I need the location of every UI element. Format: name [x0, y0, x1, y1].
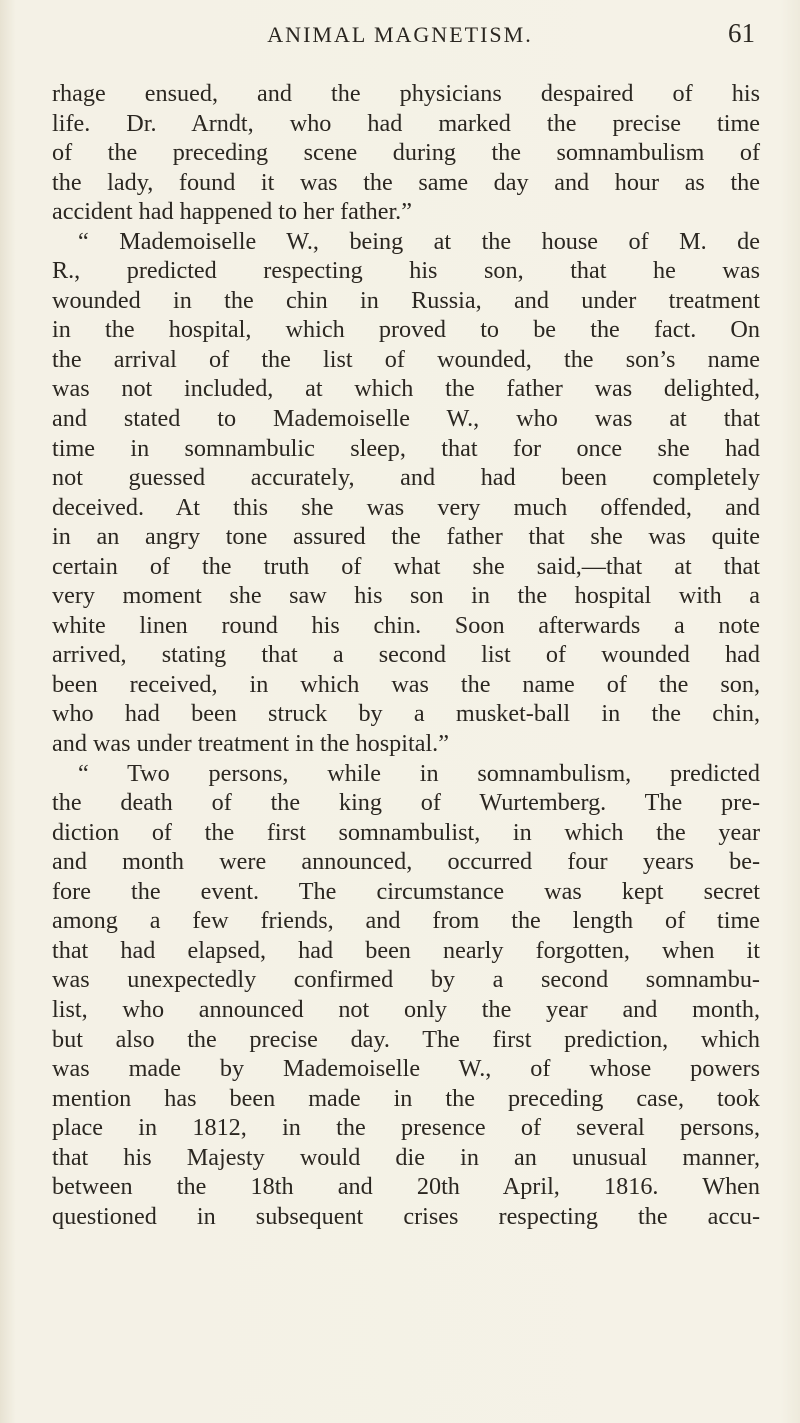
text-line: certain of the truth of what she said,—that at that [52, 552, 760, 580]
text-line: of the preceding scene during the somnambulism of [52, 139, 760, 167]
paragraph-start-line: “ Two persons, while in somnambulism, predicted [78, 759, 760, 787]
text-line: R., predicted respecting his son, that he was [52, 257, 760, 285]
text-line: the arrival of the list of wounded, the son’s name [52, 345, 760, 373]
text-line: wounded in the chin in Russia, and under treatment [52, 286, 760, 314]
text-line: white linen round his chin. Soon afterwards a note [52, 611, 760, 639]
text-line: and month were announced, occurred four years be- [52, 848, 760, 876]
text-line: that had elapsed, had been nearly forgotten, when it [52, 936, 760, 964]
text-line: diction of the first somnambulist, in which the year [52, 818, 760, 846]
text-line: in an angry tone assured the father that she was quite [52, 523, 760, 551]
text-line: fore the event. The circumstance was kept secret [52, 877, 760, 905]
text-line: who had been struck by a musket-ball in the chin, [52, 700, 760, 728]
text-line: that his Majesty would die in an unusual manner, [52, 1143, 760, 1171]
text-line: was made by Mademoiselle W., of whose powers [52, 1055, 760, 1083]
text-line: list, who announced not only the year and month, [52, 995, 760, 1023]
paragraph-start-line: “ Mademoiselle W., being at the house of M. de [78, 227, 760, 255]
text-line: rhage ensued, and the physicians despaired of his [52, 80, 760, 107]
text-line: not guessed accurately, and had been completely [52, 464, 760, 492]
text-line: time in somnambulic sleep, that for once she had [52, 434, 760, 462]
text-line: life. Dr. Arndt, who had marked the precise time [52, 109, 760, 137]
text-line: questioned in subsequent crises respecting the accu- [52, 1202, 760, 1230]
text-line: and was under treatment in the hospital.” [52, 730, 449, 758]
text-line: the death of the king of Wurtemberg. The pre- [52, 789, 760, 817]
text-line: among a few friends, and from the length of time [52, 907, 760, 935]
text-line: place in 1812, in the presence of several persons, [52, 1114, 760, 1142]
text-line: accident had happened to her father.” [52, 198, 412, 226]
text-line: was unexpectedly confirmed by a second somnambu- [52, 966, 760, 994]
text-line: was not included, at which the father was delighted, [52, 375, 760, 403]
text-line: been received, in which was the name of the son, [52, 670, 760, 698]
text-line: and stated to Mademoiselle W., who was at that [52, 405, 760, 433]
text-line: very moment she saw his son in the hospital with a [52, 582, 760, 610]
text-line: in the hospital, which proved to be the fact. On [52, 316, 760, 344]
text-line: arrived, stating that a second list of wounded had [52, 641, 760, 669]
body-text [52, 79, 760, 1231]
text-line: between the 18th and 20th April, 1816. When [52, 1173, 760, 1201]
text-line: but also the precise day. The first prediction, which [52, 1025, 760, 1053]
text-line: mention has been made in the preceding case, took [52, 1084, 760, 1112]
text-line: deceived. At this she was very much offended, and [52, 493, 760, 521]
page-number: 61 [728, 18, 755, 48]
running-title: ANIMAL MAGNETISM. [267, 22, 533, 47]
text-line: the lady, found it was the same day and hour as the [52, 168, 760, 196]
